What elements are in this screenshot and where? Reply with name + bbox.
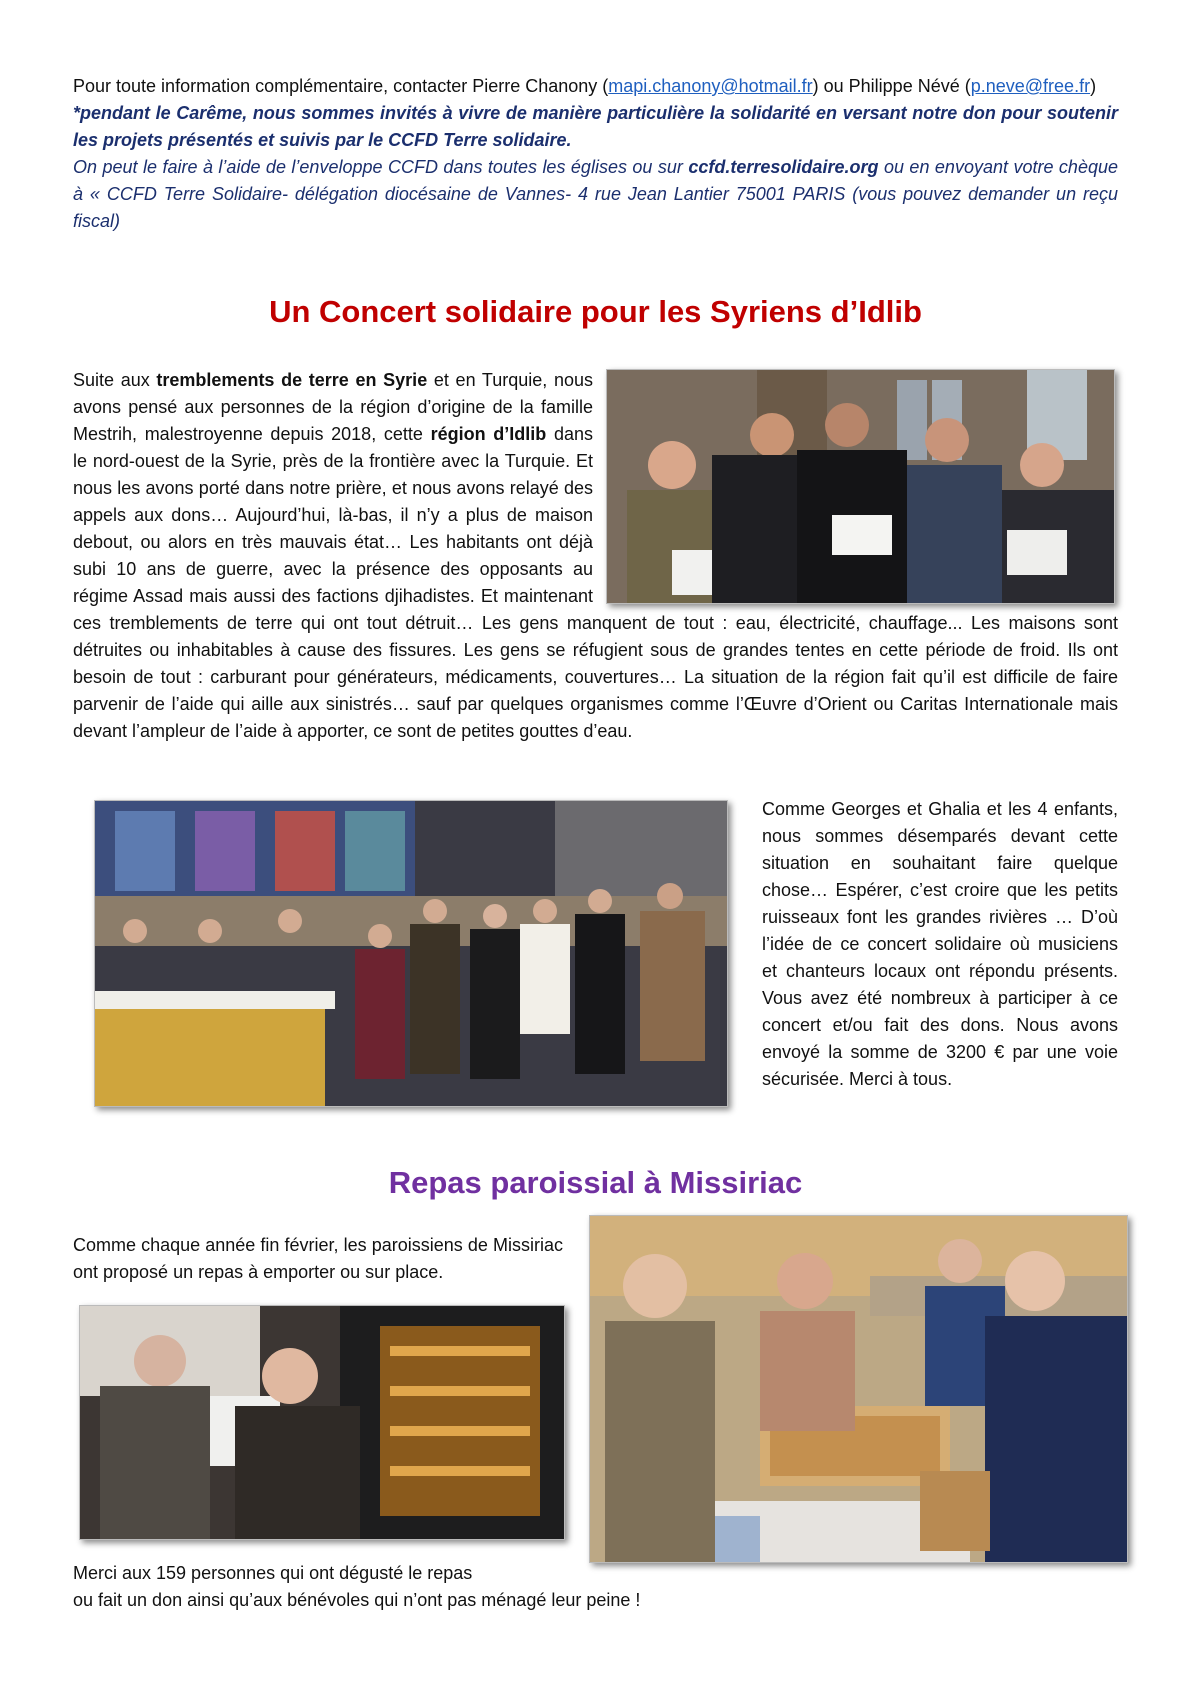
repas-section-title: Repas paroissial à Missiriac xyxy=(388,1165,803,1200)
photo-oven-volunteers xyxy=(79,1305,565,1540)
concert-p1-earthquake: tremblements de terre en Syrie xyxy=(156,370,428,390)
contact-text-2: ) ou Philippe Névé ( xyxy=(812,76,971,96)
concert-p1-e: dans le nord-ouest de la Syrie, près de la frontière avec la Turquie. Et nous les avons porté dans notre prière, et nous avons relayé des appels aux dons… Aujourd’hui, là-bas, il n’y a plus de maison debout, ou alors en très mauvais état… Les habitants ont déjà subi 10 ans de guerre, avec la présence des opposants au régime Assad mais aussi des factions djihadistes. Et maintenant ces tremblements de terre qui ont tout détruit… Les gens manquent de tout : eau, électricité, chauffage... Les maisons sont détruites ou inhabitables à cause des fissures. Les gens se réfugient sous de grandes tentes en cette période de froid. Ils ont besoin de tout : carburant pour générateurs, médicaments, couvertures… La situation de la région fait qu’il est difficile de faire parvenir de l’aide qui aille aux sinistrés… sauf par quelques organismes comme l’Œuvre d’Orient ou Caritas Internationale mais devant l’ampleur de l’aide à apporter, ce sont de petites gouttes d’eau. xyxy=(73,424,1118,741)
contact-text-1: Pour toute information complémentaire, contacter Pierre Chanony ( xyxy=(73,76,609,96)
repas-paragraph-1: Comme chaque année fin février, les paroissiens de Missiriac ont proposé un repas à emporter ou sur place. xyxy=(73,1235,563,1282)
concert-p1-c: et en Turquie, nous avons pensé aux personnes de la région d’origine de la famille Mestrih, malestroyenne depuis 2018, cette xyxy=(73,370,593,444)
donation-text-2: ou en envoyant votre chèque à « CCFD Terre Solidaire- délégation diocésaine de Vannes- 4 rue Jean Lantier 75001 PARIS (vous pouvez demander un reçu fiscal) xyxy=(73,157,1118,231)
donation-instructions xyxy=(73,154,1118,235)
donation-website: ccfd.terresolidaire.org xyxy=(688,157,879,177)
donation-text-1: On peut le faire à l’aide de l’enveloppe CCFD dans toutes les églises ou sur xyxy=(73,157,689,177)
intro-block xyxy=(73,73,1118,235)
contact-text-3: ) xyxy=(1090,76,1097,96)
concert-paragraph-2: Comme Georges et Ghalia et les 4 enfants, nous sommes désemparés devant cette situation en souhaitant faire quelque chose… Espérer, c’est croire que les petits ruisseaux font les grandes rivières … D’où l’idée de ce concert solidaire où musiciens et chanteurs locaux ont répondu présents. Vous avez été nombreux à participer à ce concert et/ou fait des dons. Nous avons envoyé la somme de 3200 € par une voie sécurisée. Merci à tous. xyxy=(762,799,1118,1089)
email-link-neve[interactable]: p.neve@free.fr xyxy=(970,76,1091,96)
concert-p1-idlib: région d’Idlib xyxy=(430,424,547,444)
repas-thanks-line-2: ou fait un don ainsi qu’aux bénévoles qui n’ont pas ménagé leur peine ! xyxy=(73,1590,641,1610)
contact-line xyxy=(73,73,1118,100)
concert-section-title: Un Concert solidaire pour les Syriens d’Idlib xyxy=(269,294,922,329)
photo-meal-service xyxy=(589,1215,1128,1563)
photo-church-group xyxy=(94,800,728,1107)
lent-appeal: *pendant le Carême, nous sommes invités à vivre de manière particulière la solidarité en versant notre don pour soutenir les projets présentés et suivis par le CCFD Terre solidaire. xyxy=(73,103,1118,150)
email-link-chanony[interactable]: mapi.chanony@hotmail.fr xyxy=(608,76,813,96)
photo-singers xyxy=(606,369,1115,604)
repas-thanks xyxy=(73,1560,773,1614)
repas-thanks-line-1: Merci aux 159 personnes qui ont dégusté le repas xyxy=(73,1563,473,1583)
concert-p1-a: Suite aux xyxy=(73,370,157,390)
